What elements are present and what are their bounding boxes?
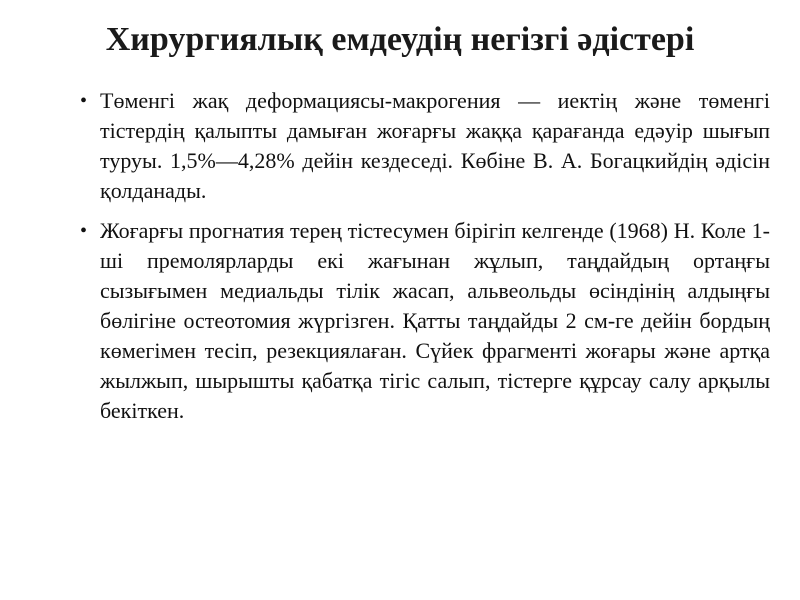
- slide-title: Хирургиялық емдеудің негізгі әдістері: [105, 21, 695, 58]
- bullet-item: [80, 86, 770, 206]
- bullet-text: Төменгі жақ деформациясы-макрогения — иектің және төменгі тістердің қалыпты дамыған жоғарғы жаққа қарағанда едәуір шығып туруы. 1,5%—4,28% дейін кездеседі. Көбіне В. А. Богацкийдің әдісін қолданады.: [100, 88, 770, 203]
- bullet-item: [80, 216, 770, 426]
- bullet-list: [80, 86, 770, 436]
- bullet-dot-icon: •: [80, 220, 88, 242]
- bullet-text: Жоғарғы прогнатия терең тістесумен бірігіп келгенде (1968) Н. Коле 1-ші премолярларды екі жағынан жұлып, таңдайдың ортаңғы сызығымен медиальды тілік жасап, альвеольды өсіндінің алдыңғы бөлігіне остеотомия жүргізген. Қатты таңдайды 2 см-ге дейін бордың көмегімен тесіп, резекциялаған. Сүйек фрагменті жоғары және артқа жылжып, шырышты қабатқа тігіс салып, тістерге құрсау салу арқылы бекіткен.: [100, 218, 770, 423]
- bullet-dot-icon: •: [80, 90, 88, 112]
